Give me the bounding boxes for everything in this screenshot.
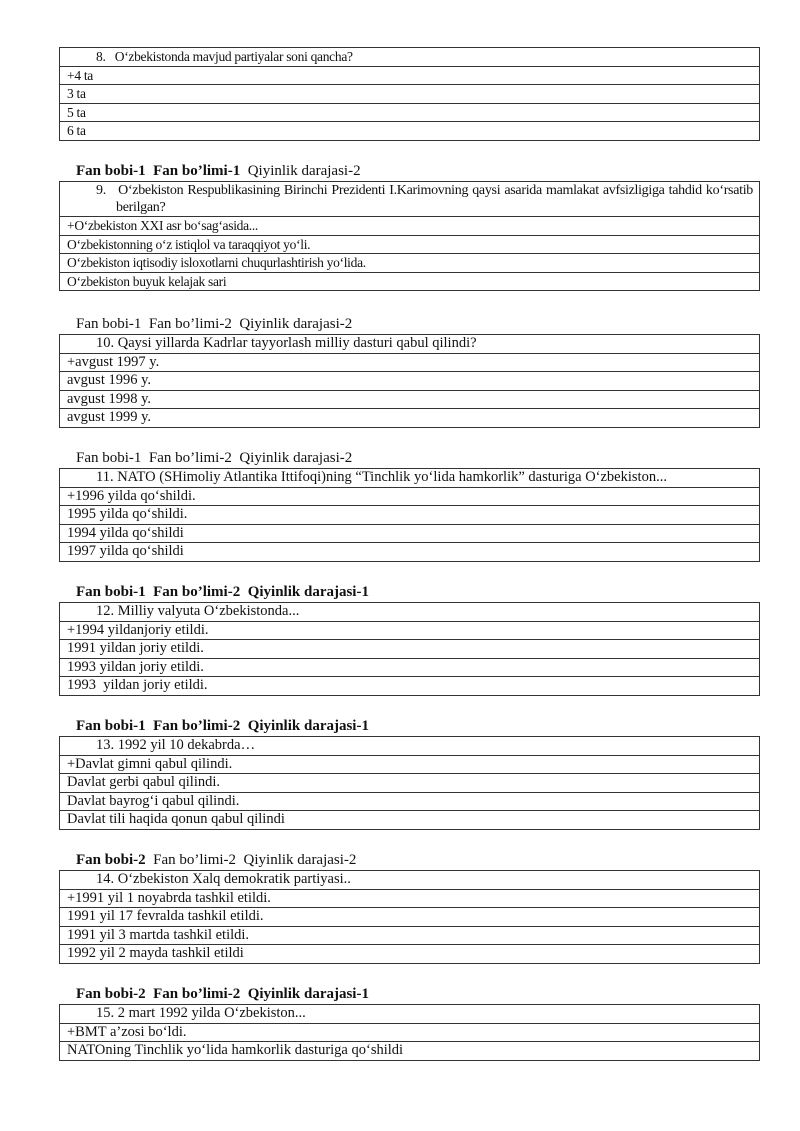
answer-option: 5 ta [60, 103, 760, 122]
answer-option-correct: +1996 yilda qo‘shildi. [60, 487, 760, 506]
fan-bobi: Fan bobi-1 [76, 316, 142, 332]
answer-option: 1997 yilda qo‘shildi [60, 543, 760, 562]
section-heading-15 [76, 986, 369, 1003]
answer-option: O‘zbekiston buyuk kelajak sari [60, 272, 760, 291]
answer-option-correct: +BMT a’zosi bo‘ldi. [60, 1023, 760, 1042]
section-heading-12 [76, 584, 369, 601]
fan-bobi: Fan bobi-2 [76, 852, 146, 868]
question-text: 12. Milliy valyuta O‘zbekistonda... [60, 603, 760, 622]
qiyinlik-darajasi: Qiyinlik darajasi-1 [247, 986, 369, 1002]
answer-option: Davlat tili haqida qonun qabul qilindi [60, 811, 760, 830]
question-table-14 [59, 870, 760, 964]
fan-bolimi: Fan bo’limi-2 [153, 584, 241, 600]
answer-option: 1993 yildan joriy etildi. [60, 658, 760, 677]
fan-bobi: Fan bobi-1 [76, 163, 146, 179]
answer-option-correct: +1991 yil 1 noyabrda tashkil etildi. [60, 889, 760, 908]
question-table-13 [59, 736, 760, 830]
answer-option: 1992 yil 2 mayda tashkil etildi [60, 945, 760, 964]
fan-bolimi: Fan bo’limi-2 [153, 986, 241, 1002]
answer-option-correct: +Davlat gimni qabul qilindi. [60, 755, 760, 774]
answer-option: avgust 1999 y. [60, 409, 760, 428]
answer-option-correct: +avgust 1997 y. [60, 353, 760, 372]
answer-option-correct: +1994 yildanjoriy etildi. [60, 621, 760, 640]
question-text: 9. O‘zbekiston Respublikasining Birinchi Prezidenti I.Karimovning qaysi asarida mamlakat avfsizligiga tahdid ko‘rsatib berilgan? [60, 182, 760, 217]
answer-option-correct: +O‘zbekiston XXI asr bo‘sag‘asida... [60, 217, 760, 236]
answer-option: avgust 1996 y. [60, 372, 760, 391]
question-text: 11. NATO (SHimoliy Atlantika Ittifoqi)ning “Tinchlik yo‘lida hamkorlik” dasturiga O‘zbekiston... [60, 469, 760, 488]
answer-option: O‘zbekiston iqtisodiy isloxotlarni chuqurlashtirish yo‘lida. [60, 254, 760, 273]
answer-option: 1993 yildan joriy etildi. [60, 677, 760, 696]
answer-option-correct: +4 ta [60, 66, 760, 85]
question-text: 15. 2 mart 1992 yilda O‘zbekiston... [60, 1005, 760, 1024]
question-table-9 [59, 181, 760, 291]
qiyinlik-darajasi: Qiyinlik darajasi-2 [239, 450, 353, 466]
fan-bolimi: Fan bo’limi-2 [153, 852, 237, 868]
qiyinlik-darajasi: Qiyinlik darajasi-2 [243, 852, 357, 868]
section-heading-11 [76, 450, 352, 467]
section-heading-10 [76, 316, 352, 333]
fan-bolimi: Fan bo’limi-2 [148, 316, 232, 332]
fan-bobi: Fan bobi-1 [76, 584, 146, 600]
fan-bobi: Fan bobi-1 [76, 718, 146, 734]
question-table-12 [59, 602, 760, 696]
answer-option: Davlat gerbi qabul qilindi. [60, 774, 760, 793]
answer-option: 6 ta [60, 122, 760, 141]
question-text: 14. O‘zbekiston Xalq demokratik partiyasi.. [60, 871, 760, 890]
question-text: 10. Qaysi yillarda Kadrlar tayyorlash milliy dasturi qabul qilindi? [60, 335, 760, 354]
answer-option: avgust 1998 y. [60, 390, 760, 409]
question-text: 13. 1992 yil 10 dekabrda… [60, 737, 760, 756]
fan-bolimi: Fan bo’limi-1 [153, 163, 241, 179]
question-table-8 [59, 47, 760, 141]
section-heading-9 [76, 163, 361, 180]
answer-option: 1991 yil 3 martda tashkil etildi. [60, 926, 760, 945]
section-heading-13 [76, 718, 369, 735]
question-table-15 [59, 1004, 760, 1061]
answer-option: Davlat bayrog‘i qabul qilindi. [60, 792, 760, 811]
fan-bolimi: Fan bo’limi-2 [148, 450, 232, 466]
answer-option: 1995 yilda qo‘shildi. [60, 506, 760, 525]
answer-option: 3 ta [60, 85, 760, 104]
qiyinlik-darajasi: Qiyinlik darajasi-2 [239, 316, 353, 332]
section-heading-14 [76, 852, 356, 869]
fan-bolimi: Fan bo’limi-2 [153, 718, 241, 734]
question-text: 8. O‘zbekistonda mavjud partiyalar soni qancha? [60, 48, 760, 67]
answer-option: O‘zbekistonning o‘z istiqlol va taraqqiyot yo‘li. [60, 235, 760, 254]
answer-option: 1994 yilda qo‘shildi [60, 524, 760, 543]
fan-bobi: Fan bobi-1 [76, 450, 142, 466]
answer-option: 1991 yil 17 fevralda tashkil etildi. [60, 908, 760, 927]
question-table-10 [59, 334, 760, 428]
qiyinlik-darajasi: Qiyinlik darajasi-1 [247, 718, 369, 734]
fan-bobi: Fan bobi-2 [76, 986, 146, 1002]
answer-option: NATOning Tinchlik yo‘lida hamkorlik dasturiga qo‘shildi [60, 1042, 760, 1061]
qiyinlik-darajasi: Qiyinlik darajasi-1 [247, 584, 369, 600]
question-table-11 [59, 468, 760, 562]
qiyinlik-darajasi: Qiyinlik darajasi-2 [247, 163, 361, 179]
answer-option: 1991 yildan joriy etildi. [60, 640, 760, 659]
